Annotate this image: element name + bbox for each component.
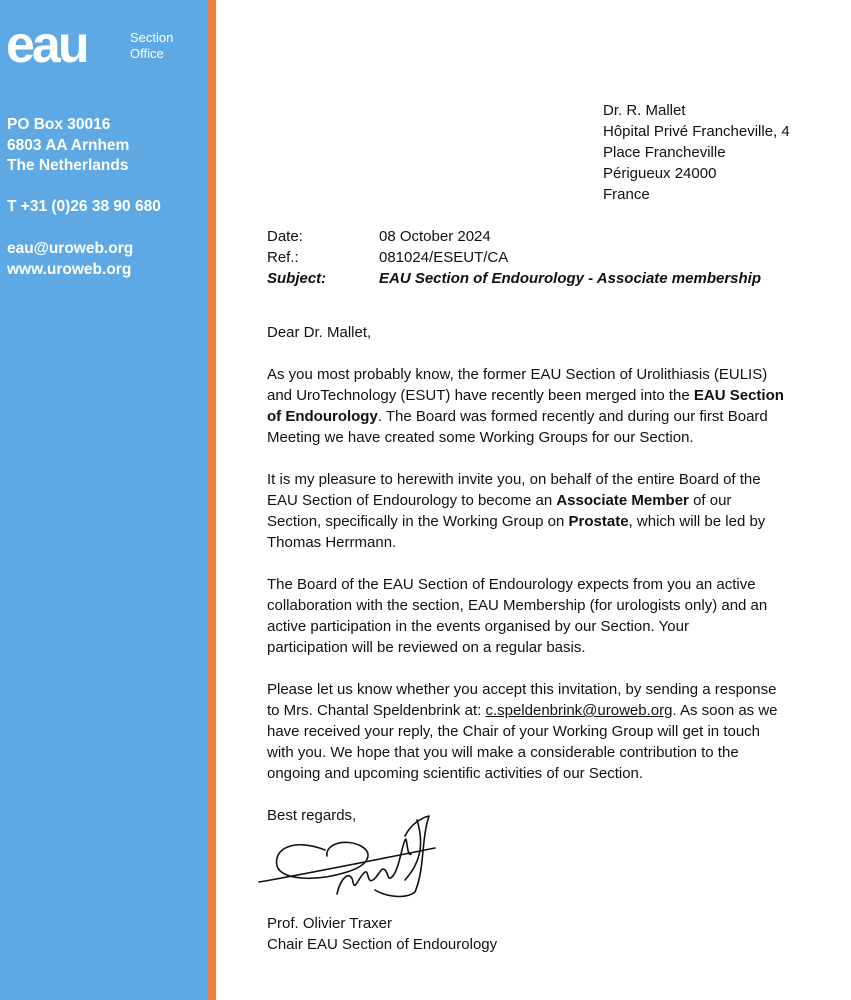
p2-line-2-end: of our [688, 492, 732, 509]
recipient-line-2: Place Francheville [603, 144, 726, 161]
orange-divider-stripe [208, 0, 216, 1000]
p2-bold-associate-member: Associate Member [556, 492, 689, 509]
subject-row [267, 268, 761, 289]
recipient-address [603, 100, 790, 205]
p1-line-1: As you most probably know, the former EAU Section of Urolithiasis (EULIS) [267, 366, 768, 383]
paragraph-expectations [267, 574, 817, 658]
p4-line-2-end: . As soon as we [672, 702, 778, 719]
p2-bold-prostate: Prostate [568, 513, 629, 530]
p2-line-3-end: , which will be led by [628, 513, 766, 530]
recipient-line-3: Périgueux 24000 [603, 165, 717, 182]
p4-line-3: have received your reply, the Chair of your Working Group will get in touch [267, 723, 761, 740]
signer-name: Prof. Olivier Traxer [267, 915, 393, 932]
p3-line-4: participation will be reviewed on a regular basis. [267, 639, 586, 656]
p2-line-4: Thomas Herrmann. [267, 534, 397, 551]
p4-line-4: with you. We hope that you will make a considerable contribution to the [267, 744, 739, 761]
date-value: 08 October 2024 [379, 228, 491, 245]
subject-label: Subject: [267, 270, 327, 287]
p4-line-1: Please let us know whether you accept this invitation, by sending a response [267, 681, 777, 698]
contact-web [7, 239, 133, 280]
date-label: Date: [267, 228, 303, 245]
postal-address [7, 115, 129, 177]
letter-meta [267, 226, 761, 289]
email-link[interactable]: eau@uroweb.org [7, 240, 134, 257]
p2-line-3-text: Section, specifically in the Working Group on [267, 513, 569, 530]
p3-line-2: collaboration with the section, EAU Membership (for urologists only) and an [267, 597, 768, 614]
ref-value: 081024/ESEUT/CA [379, 249, 509, 266]
paragraph-invitation [267, 469, 817, 553]
logo-section-office [130, 30, 173, 62]
p1-bold-endourology: of Endourology [267, 408, 378, 425]
ref-row [267, 247, 761, 268]
date-row [267, 226, 761, 247]
contact-email-link[interactable]: c.speldenbrink@uroweb.org [485, 702, 673, 719]
recipient-name: Dr. R. Mallet [603, 102, 686, 119]
paragraph-response [267, 679, 817, 784]
handwritten-signature [255, 810, 445, 910]
p2-line-2 [267, 490, 817, 511]
eau-logo [6, 20, 124, 72]
subject-value: EAU Section of Endourology - Associate membership [379, 270, 762, 287]
phone-number [7, 197, 161, 218]
p1-line-2 [267, 385, 817, 406]
phone-text: T +31 (0)26 38 90 680 [7, 198, 161, 215]
recipient-country: France [603, 186, 650, 203]
p2-line-3 [267, 511, 817, 532]
p1-bold-section: EAU Section [693, 387, 784, 404]
ref-label: Ref.: [267, 249, 299, 266]
p2-line-1: It is my pleasure to herewith invite you, on behalf of the entire Board of the [267, 471, 761, 488]
p3-line-3: active participation in the events organised by our Section. Your [267, 618, 689, 635]
signer-title: Chair EAU Section of Endourology [267, 936, 498, 953]
address-line-1: PO Box 30016 [7, 116, 111, 133]
paragraph-merger [267, 364, 817, 448]
sidebar [0, 0, 208, 1000]
p4-line-2-text: to Mrs. Chantal Speldenbrink at: [267, 702, 486, 719]
p1-line-2-text: and UroTechnology (ESUT) have recently been merged into the [267, 387, 694, 404]
signoff [267, 913, 497, 955]
recipient-line-1: Hôpital Privé Francheville, 4 [603, 123, 790, 140]
address-line-2: 6803 AA Arnhem [7, 136, 130, 154]
p1-line-4: Meeting we have created some Working Groups for our Section. [267, 429, 694, 446]
address-line-3: The Netherlands [7, 157, 129, 174]
logo-section-label: Section [130, 30, 174, 45]
salutation [267, 322, 817, 343]
salutation-text: Dear Dr. Mallet, [267, 324, 372, 341]
closing-text: Best regards, [267, 807, 357, 824]
p1-line-3 [267, 406, 817, 427]
p2-line-2-text: EAU Section of Endourology to become an [267, 492, 557, 509]
p4-line-5: ongoing and upcoming scientific activities of our Section. [267, 765, 644, 782]
logo-office-label: Office [130, 46, 164, 61]
website-link[interactable]: www.uroweb.org [7, 260, 132, 278]
p4-line-2 [267, 700, 817, 721]
p1-line-3-text: . The Board was formed recently and during our first Board [377, 408, 768, 425]
p3-line-1: The Board of the EAU Section of Endourology expects from you an active [267, 576, 756, 593]
logo-text: eau [6, 20, 87, 72]
